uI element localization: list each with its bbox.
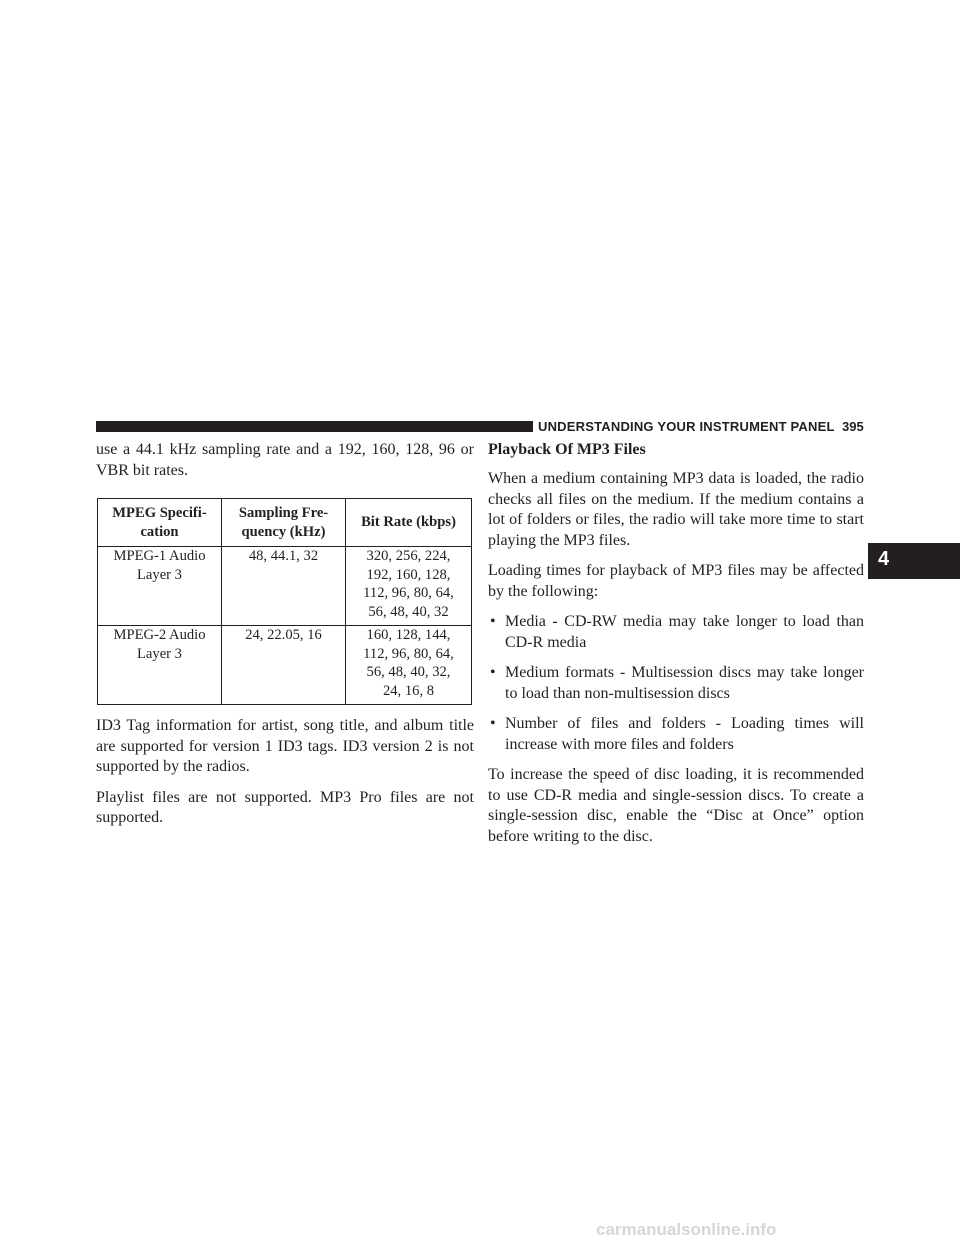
table-row [98, 626, 472, 705]
cell-spec: MPEG-2 Audio Layer 3 [98, 626, 222, 705]
list-item [488, 663, 864, 704]
bullet-text: Media - CD-RW media may take longer to load than CD-R media [505, 613, 864, 651]
header-rule [96, 421, 533, 432]
bullet-text: Medium formats - Multisession discs may take longer to load than non-multisession discs [505, 664, 864, 702]
table-row [98, 547, 472, 626]
header-cell-bitrate: Bit Rate (kbps) [346, 499, 472, 547]
medium-paragraph: When a medium containing MP3 data is loaded, the radio checks all files on the medium. If the medium contains a lot of folders or files, the radio will take more time to start playing the MP3 files. [488, 470, 864, 549]
cell-frequency: 24, 22.05, 16 [222, 626, 346, 705]
mpeg-spec-table [97, 498, 472, 705]
table-header-row [98, 499, 472, 547]
header-cell-spec: MPEG Specifi- cation [98, 499, 222, 547]
chapter-tab [868, 543, 960, 579]
cell-bitrate: 320, 256, 224, 192, 160, 128, 112, 96, 80, 64, 56, 48, 40, 32 [346, 547, 472, 626]
bullet-list [488, 612, 864, 755]
cell-bitrate: 160, 128, 144, 112, 96, 80, 64, 56, 48, 40, 32, 24, 16, 8 [346, 626, 472, 705]
chapter-number: 4 [878, 548, 890, 570]
loading-times-paragraph: Loading times for playback of MP3 files may be affected by the following: [488, 562, 864, 600]
cell-spec: MPEG-1 Audio Layer 3 [98, 547, 222, 626]
page-number: 395 [842, 419, 864, 434]
left-column [96, 440, 474, 829]
bullet-text: Number of files and folders - Loading times will increase with more files and folders [505, 715, 864, 753]
recommendation-paragraph: To increase the speed of disc loading, it is recommended to use CD-R media and single-session discs. To create a single-session disc, enable the “Disc at Once” option before writing to the disc. [488, 766, 864, 845]
bullet-icon: • [490, 613, 496, 630]
section-title: UNDERSTANDING YOUR INSTRUMENT PANEL [538, 419, 835, 434]
list-item [488, 612, 864, 653]
intro-paragraph: use a 44.1 kHz sampling rate and a 192, 160, 128, 96 or VBR bit rates. [96, 441, 474, 479]
id3-paragraph: ID3 Tag information for artist, song title, and album title are supported for version 1 ID3 tags. ID3 version 2 is not supported by the radios. [96, 717, 474, 775]
watermark: carmanualsonline.info [596, 1220, 777, 1239]
list-item [488, 714, 864, 755]
cell-frequency: 48, 44.1, 32 [222, 547, 346, 626]
header-cell-frequency: Sampling Fre- quency (kHz) [222, 499, 346, 547]
playlist-paragraph: Playlist files are not supported. MP3 Pro files are not supported. [96, 788, 474, 826]
right-column [488, 440, 864, 847]
bullet-icon: • [490, 715, 496, 732]
bullet-icon: • [490, 664, 496, 681]
section-heading: Playback Of MP3 Files [488, 441, 646, 458]
